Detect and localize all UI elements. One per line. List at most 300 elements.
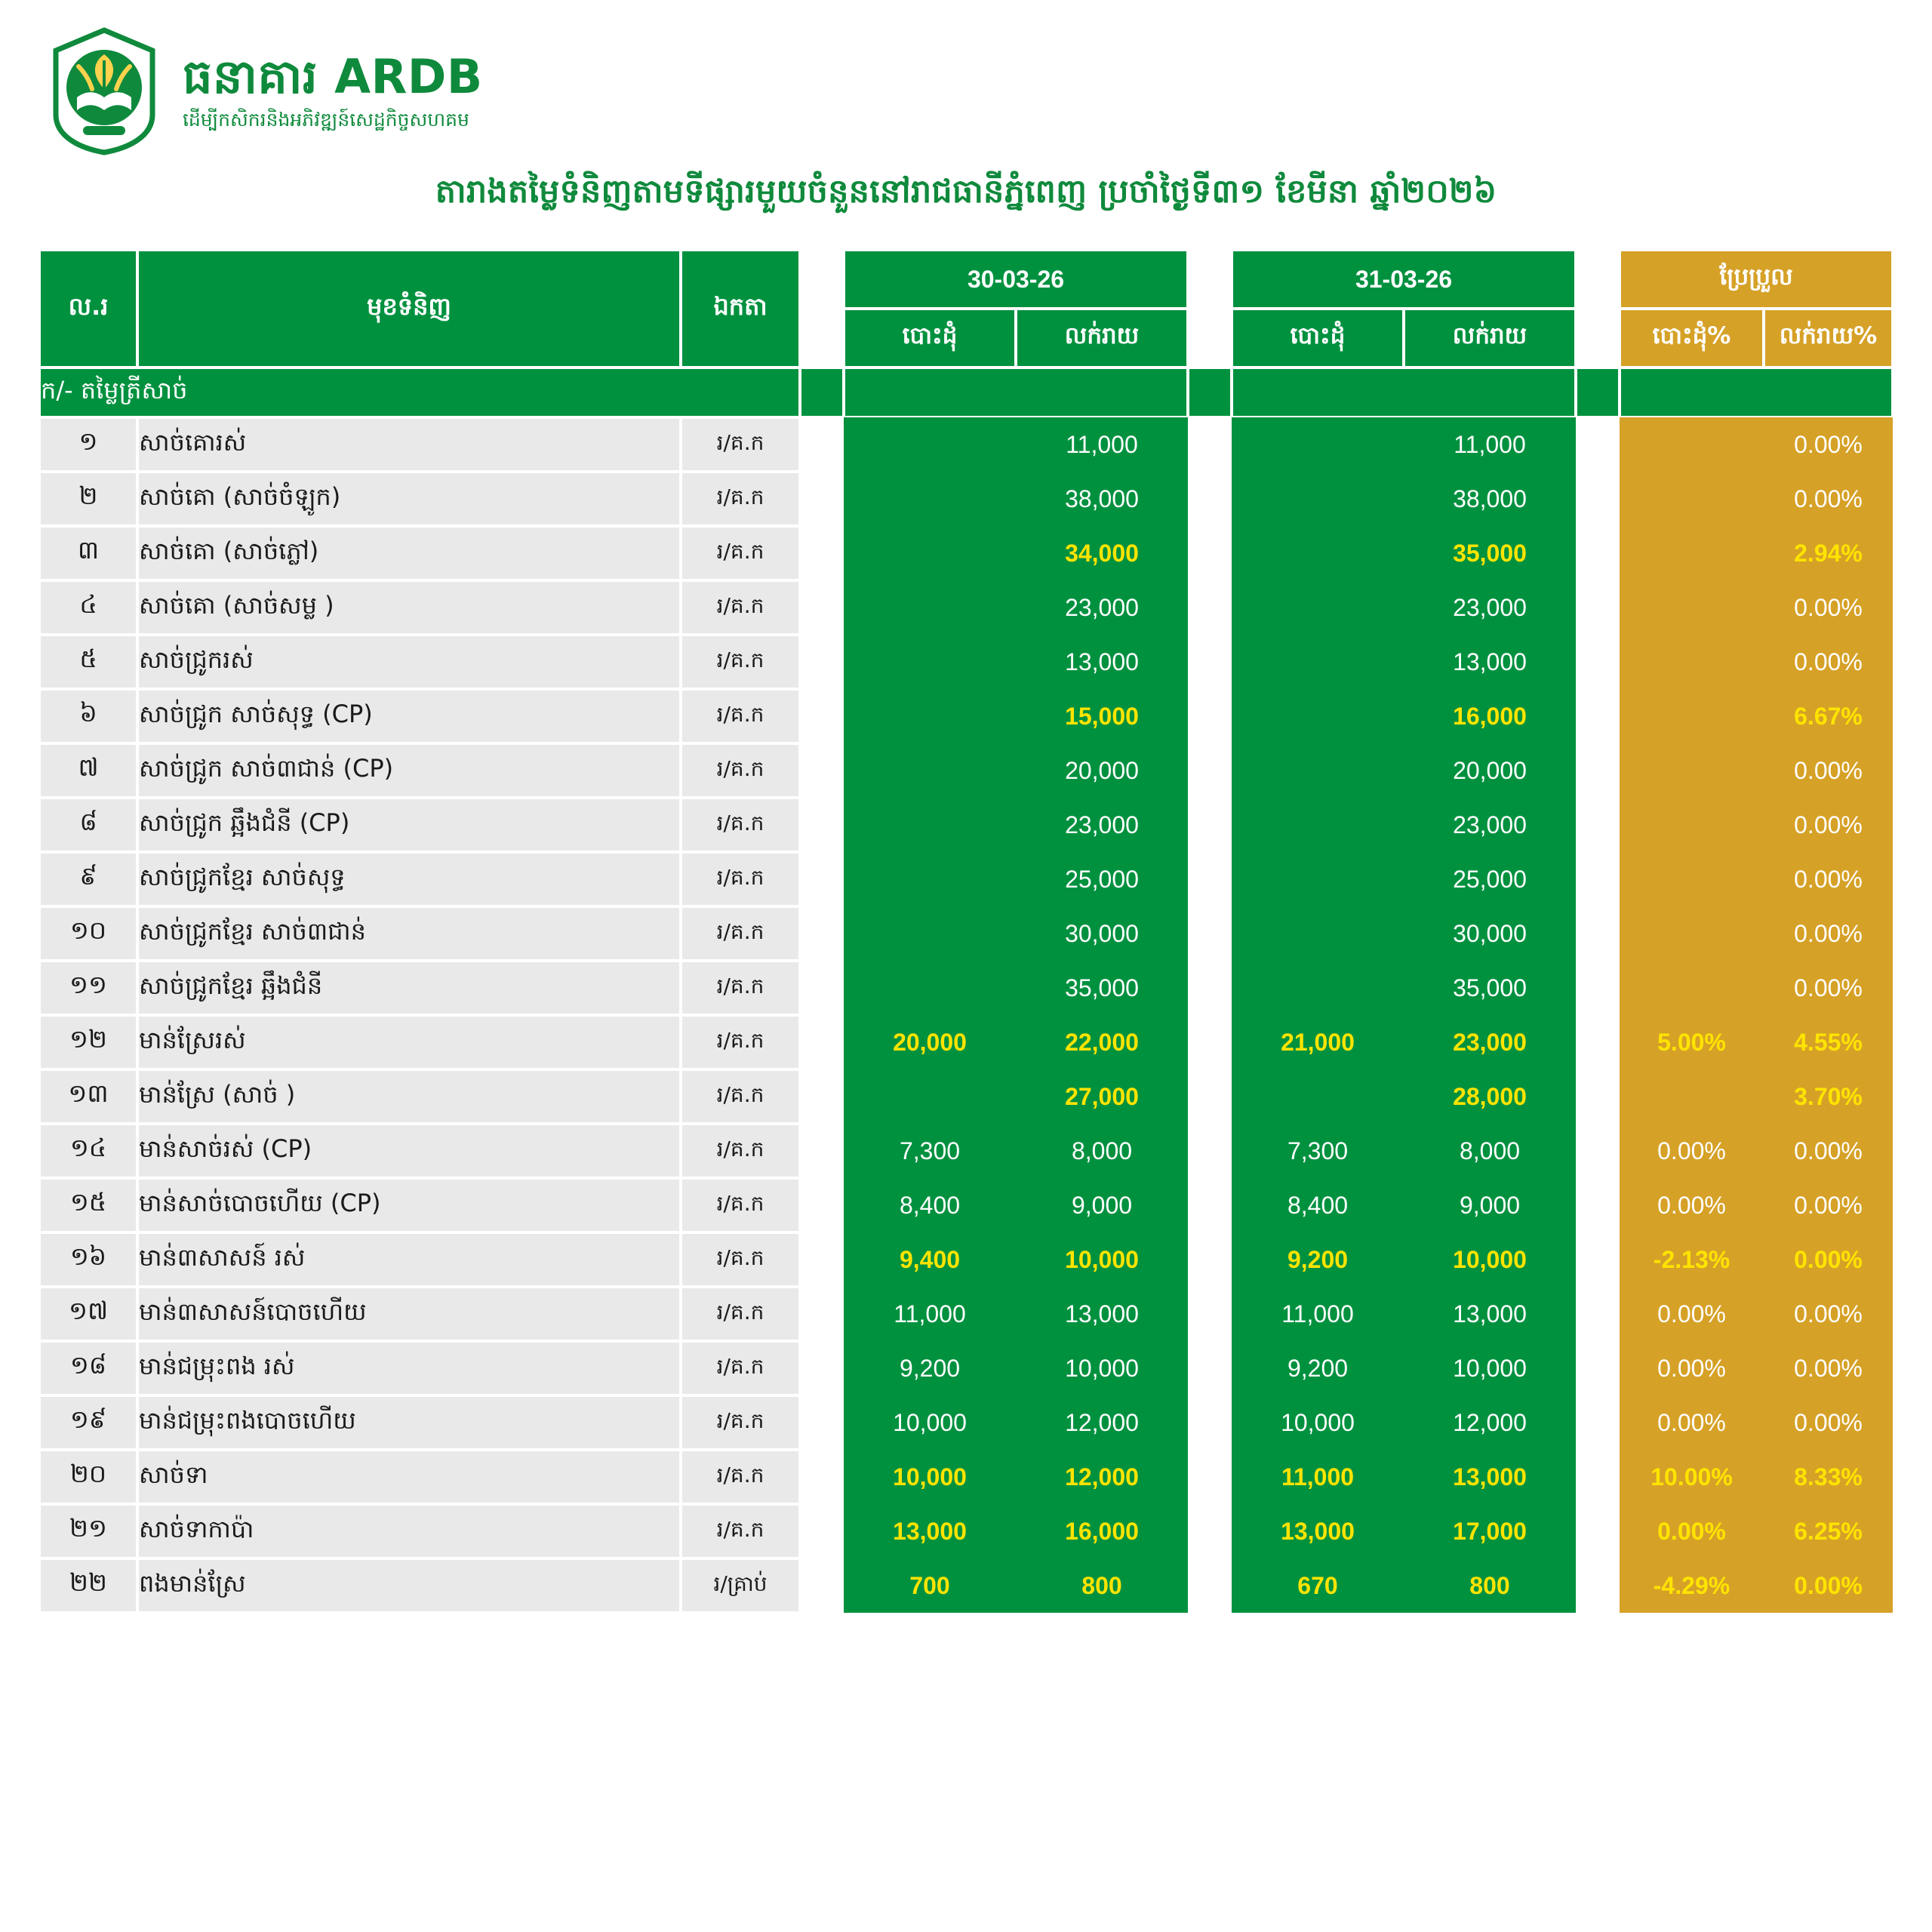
cell-unit: រ/គ.ក — [681, 1287, 800, 1341]
cell-d1_buy: 10,000 — [844, 1450, 1016, 1504]
header-date1-wholesale: បោះដុំ — [844, 309, 1016, 368]
header-change-wholesale: បោះដុំ% — [1620, 309, 1764, 368]
table-row — [39, 1287, 1893, 1341]
cell-item: សាច់គោរស់ — [137, 417, 681, 472]
cell-d1_buy — [844, 580, 1016, 635]
ardb-leaf-book-logo-icon — [39, 26, 169, 155]
cell-unit: រ/គ.ក — [681, 906, 800, 961]
cell-d2_buy: 11,000 — [1232, 1287, 1404, 1341]
cell-unit: រ/គ.ក — [681, 961, 800, 1015]
spacer-3 — [1576, 1015, 1620, 1069]
cell-unit: រ/គ្រាប់ — [681, 1558, 800, 1613]
cell-unit: រ/គ.ក — [681, 472, 800, 526]
cell-no: ២១ — [39, 1504, 137, 1558]
cell-d1_sell: 16,000 — [1016, 1504, 1188, 1558]
price-table — [39, 250, 1893, 1613]
cell-d1_sell: 23,000 — [1016, 580, 1188, 635]
cell-unit: រ/គ.ក — [681, 1124, 800, 1178]
cell-item: សាច់គោ (សាច់សម្ល ) — [137, 580, 681, 635]
spacer-3 — [1576, 1232, 1620, 1287]
cell-p_sell: 0.00% — [1764, 961, 1893, 1015]
cell-item: ពងមាន់ស្រែ — [137, 1558, 681, 1613]
cell-p_buy: 0.00% — [1620, 1395, 1764, 1450]
cell-d2_buy — [1232, 906, 1404, 961]
section-row — [39, 368, 1893, 417]
cell-d2_sell: 20,000 — [1404, 743, 1576, 798]
cell-d2_buy: 21,000 — [1232, 1015, 1404, 1069]
cell-unit: រ/គ.ក — [681, 1069, 800, 1124]
cell-d1_buy — [844, 798, 1016, 852]
cell-p_sell: 0.00% — [1764, 1124, 1893, 1178]
cell-d1_sell: 35,000 — [1016, 961, 1188, 1015]
table-row — [39, 580, 1893, 635]
cell-p_sell: 0.00% — [1764, 580, 1893, 635]
cell-item: សាច់ជ្រូក សាច់៣ជាន់ (CP) — [137, 743, 681, 798]
cell-p_buy: -4.29% — [1620, 1558, 1764, 1613]
cell-no: ២២ — [39, 1558, 137, 1613]
cell-p_sell: 0.00% — [1764, 472, 1893, 526]
spacer-1 — [800, 1395, 844, 1450]
cell-p_sell: 4.55% — [1764, 1015, 1893, 1069]
cell-unit: រ/គ.ក — [681, 417, 800, 472]
brand-name: ធនាគារ ARDB — [183, 49, 483, 105]
cell-p_sell: 6.25% — [1764, 1504, 1893, 1558]
cell-d2_sell: 30,000 — [1404, 906, 1576, 961]
spacer-1 — [800, 852, 844, 906]
cell-d1_buy — [844, 961, 1016, 1015]
spacer-1 — [800, 689, 844, 743]
cell-d2_sell: 38,000 — [1404, 472, 1576, 526]
table-row — [39, 1232, 1893, 1287]
cell-d2_sell: 25,000 — [1404, 852, 1576, 906]
cell-d1_sell: 13,000 — [1016, 635, 1188, 689]
cell-p_sell: 8.33% — [1764, 1450, 1893, 1504]
table-row — [39, 1395, 1893, 1450]
cell-unit: រ/គ.ក — [681, 798, 800, 852]
cell-p_sell: 2.94% — [1764, 526, 1893, 580]
brand-header — [0, 0, 1932, 151]
header-change-retail: លក់រាយ% — [1764, 309, 1893, 368]
cell-p_buy — [1620, 906, 1764, 961]
table-row — [39, 417, 1893, 472]
spacer-2 — [1188, 1287, 1232, 1341]
table-row — [39, 961, 1893, 1015]
cell-d1_sell: 12,000 — [1016, 1450, 1188, 1504]
spacer-1 — [800, 1287, 844, 1341]
spacer-3 — [1576, 1341, 1620, 1395]
cell-no: ៣ — [39, 526, 137, 580]
spacer-2 — [1188, 635, 1232, 689]
cell-p_buy — [1620, 689, 1764, 743]
cell-unit: រ/គ.ក — [681, 1504, 800, 1558]
header-date-1: 30-03-26 — [844, 250, 1188, 309]
header-date2-wholesale: បោះដុំ — [1232, 309, 1404, 368]
spacer-2 — [1188, 417, 1232, 472]
cell-p_buy — [1620, 472, 1764, 526]
cell-p_buy: 0.00% — [1620, 1287, 1764, 1341]
header-date-2: 31-03-26 — [1232, 250, 1576, 309]
table-row — [39, 1558, 1893, 1613]
cell-unit: រ/គ.ក — [681, 1232, 800, 1287]
cell-d1_buy — [844, 852, 1016, 906]
cell-d2_sell: 10,000 — [1404, 1232, 1576, 1287]
cell-d1_sell: 800 — [1016, 1558, 1188, 1613]
spacer-1 — [800, 1450, 844, 1504]
spacer-2 — [1188, 580, 1232, 635]
cell-p_buy: 0.00% — [1620, 1124, 1764, 1178]
cell-d2_buy — [1232, 526, 1404, 580]
cell-d1_sell: 20,000 — [1016, 743, 1188, 798]
cell-d1_sell: 22,000 — [1016, 1015, 1188, 1069]
table-row — [39, 1124, 1893, 1178]
cell-p_buy: 0.00% — [1620, 1178, 1764, 1232]
table-row — [39, 1178, 1893, 1232]
cell-d2_sell: 23,000 — [1404, 798, 1576, 852]
cell-d2_buy — [1232, 417, 1404, 472]
spacer-2 — [1188, 1504, 1232, 1558]
cell-d1_buy — [844, 526, 1016, 580]
cell-d2_sell: 35,000 — [1404, 961, 1576, 1015]
spacer-2 — [1188, 1395, 1232, 1450]
spacer-3 — [1576, 580, 1620, 635]
cell-p_buy — [1620, 417, 1764, 472]
cell-d1_sell: 9,000 — [1016, 1178, 1188, 1232]
cell-d2_buy — [1232, 472, 1404, 526]
header-compare: ប្រែប្រួល — [1620, 250, 1893, 309]
spacer-3 — [1576, 1504, 1620, 1558]
cell-item: មាន់សាច់បោចហើយ (CP) — [137, 1178, 681, 1232]
table-row — [39, 852, 1893, 906]
table-head — [39, 250, 1893, 368]
spacer-1 — [800, 472, 844, 526]
cell-d1_buy — [844, 1069, 1016, 1124]
header-unit: ឯកតា — [681, 250, 800, 368]
cell-p_buy: 0.00% — [1620, 1341, 1764, 1395]
spacer-2 — [1188, 250, 1232, 368]
spacer-2 — [1188, 689, 1232, 743]
cell-unit: រ/គ.ក — [681, 635, 800, 689]
cell-d1_sell: 34,000 — [1016, 526, 1188, 580]
spacer-3 — [1576, 635, 1620, 689]
spacer-1 — [800, 1341, 844, 1395]
cell-p_buy — [1620, 798, 1764, 852]
spacer-1 — [800, 250, 844, 368]
table-row — [39, 1504, 1893, 1558]
spacer-sec-c — [1620, 368, 1893, 417]
cell-item: មាន់៣សាសន៍ រស់ — [137, 1232, 681, 1287]
cell-d2_sell: 13,000 — [1404, 1450, 1576, 1504]
cell-d2_sell: 8,000 — [1404, 1124, 1576, 1178]
cell-p_sell: 0.00% — [1764, 1558, 1893, 1613]
cell-p_sell: 0.00% — [1764, 417, 1893, 472]
spacer-2 — [1188, 1558, 1232, 1613]
cell-d2_sell: 800 — [1404, 1558, 1576, 1613]
cell-d2_buy — [1232, 689, 1404, 743]
spacer-1 — [800, 798, 844, 852]
cell-no: ១៦ — [39, 1232, 137, 1287]
cell-item: សាច់ជ្រូករស់ — [137, 635, 681, 689]
spacer-3 — [1576, 1450, 1620, 1504]
brand-tagline: ដើម្បីកសិករនិងអភិវឌ្ឍន៍សេដ្ឋកិច្ចសហគម — [183, 108, 469, 131]
cell-item: សាច់ជ្រូក សាច់សុទ្ធ (CP) — [137, 689, 681, 743]
cell-no: ១២ — [39, 1015, 137, 1069]
header-date2-retail: លក់រាយ — [1404, 309, 1576, 368]
cell-unit: រ/គ.ក — [681, 580, 800, 635]
cell-d2_sell: 10,000 — [1404, 1341, 1576, 1395]
cell-d1_buy — [844, 635, 1016, 689]
page-title: តារាងតម្លៃទំនិញតាមទីផ្សារមួយចំនួននៅរាជធានីភ្នំពេញ ប្រចាំថ្ងៃទី៣១ ខែមីនា ឆ្នាំ២០២៦ — [435, 173, 1497, 211]
cell-d2_sell: 16,000 — [1404, 689, 1576, 743]
cell-d1_buy: 10,000 — [844, 1395, 1016, 1450]
cell-unit: រ/គ.ក — [681, 852, 800, 906]
cell-item: សាច់គោ (សាច់ភ្លៅ) — [137, 526, 681, 580]
spacer-1 — [800, 1069, 844, 1124]
spacer-1 — [800, 1558, 844, 1613]
spacer-2 — [1188, 961, 1232, 1015]
cell-p_sell: 0.00% — [1764, 1178, 1893, 1232]
cell-unit: រ/គ.ក — [681, 1341, 800, 1395]
cell-d2_buy — [1232, 580, 1404, 635]
spacer-3 — [1576, 368, 1620, 417]
cell-d2_buy — [1232, 1069, 1404, 1124]
spacer-2 — [1188, 1069, 1232, 1124]
cell-no: ៨ — [39, 798, 137, 852]
cell-p_buy — [1620, 635, 1764, 689]
cell-unit: រ/គ.ក — [681, 1015, 800, 1069]
cell-d2_sell: 9,000 — [1404, 1178, 1576, 1232]
spacer-3 — [1576, 743, 1620, 798]
spacer-1 — [800, 1178, 844, 1232]
cell-item: មាន់៣សាសន៍បោចហើយ — [137, 1287, 681, 1341]
cell-d1_sell: 23,000 — [1016, 798, 1188, 852]
cell-d2_buy: 11,000 — [1232, 1450, 1404, 1504]
cell-p_buy: 5.00% — [1620, 1015, 1764, 1069]
cell-item: មាន់ជម្រុះពងបោចហើយ — [137, 1395, 681, 1450]
cell-item: សាច់ទាកាប៉ា — [137, 1504, 681, 1558]
header-date1-retail: លក់រាយ — [1016, 309, 1188, 368]
spacer-3 — [1576, 798, 1620, 852]
cell-d2_sell: 23,000 — [1404, 1015, 1576, 1069]
cell-unit: រ/គ.ក — [681, 1450, 800, 1504]
spacer-3 — [1576, 1178, 1620, 1232]
cell-no: ១៣ — [39, 1069, 137, 1124]
cell-d1_sell: 30,000 — [1016, 906, 1188, 961]
table-row — [39, 472, 1893, 526]
cell-d2_sell: 13,000 — [1404, 1287, 1576, 1341]
cell-d2_buy: 13,000 — [1232, 1504, 1404, 1558]
spacer-1 — [800, 417, 844, 472]
cell-unit: រ/គ.ក — [681, 1178, 800, 1232]
spacer-2 — [1188, 1124, 1232, 1178]
cell-p_sell: 0.00% — [1764, 1395, 1893, 1450]
cell-d2_sell: 17,000 — [1404, 1504, 1576, 1558]
cell-d2_buy: 8,400 — [1232, 1178, 1404, 1232]
table-row — [39, 1450, 1893, 1504]
table-head-row-1 — [39, 250, 1893, 309]
spacer-1 — [800, 1232, 844, 1287]
spacer-2 — [1188, 1341, 1232, 1395]
cell-d1_sell: 11,000 — [1016, 417, 1188, 472]
cell-d2_buy: 7,300 — [1232, 1124, 1404, 1178]
spacer-3 — [1576, 906, 1620, 961]
spacer-1 — [800, 526, 844, 580]
spacer-1 — [800, 580, 844, 635]
cell-d2_buy: 670 — [1232, 1558, 1404, 1613]
cell-p_buy — [1620, 743, 1764, 798]
cell-no: ៥ — [39, 635, 137, 689]
cell-no: ២ — [39, 472, 137, 526]
cell-p_sell: 0.00% — [1764, 798, 1893, 852]
cell-item: មាន់ស្រែ (សាច់ ) — [137, 1069, 681, 1124]
spacer-1 — [800, 961, 844, 1015]
spacer-1 — [800, 368, 844, 417]
spacer-2 — [1188, 1178, 1232, 1232]
cell-d2_buy: 9,200 — [1232, 1232, 1404, 1287]
table-row — [39, 798, 1893, 852]
spacer-2 — [1188, 1015, 1232, 1069]
cell-d1_sell: 12,000 — [1016, 1395, 1188, 1450]
spacer-2 — [1188, 798, 1232, 852]
spacer-1 — [800, 1124, 844, 1178]
cell-item: មាន់ជម្រុះពង រស់ — [137, 1341, 681, 1395]
spacer-1 — [800, 1015, 844, 1069]
cell-no: ៤ — [39, 580, 137, 635]
spacer-sec-a — [844, 368, 1188, 417]
cell-no: ៦ — [39, 689, 137, 743]
spacer-3 — [1576, 961, 1620, 1015]
cell-p_buy: -2.13% — [1620, 1232, 1764, 1287]
cell-d2_buy — [1232, 961, 1404, 1015]
spacer-1 — [800, 1504, 844, 1558]
cell-no: ១៥ — [39, 1178, 137, 1232]
cell-p_buy — [1620, 580, 1764, 635]
cell-item: សាច់ជ្រូក ឆ្អឹងជំនី (CP) — [137, 798, 681, 852]
cell-item: សាច់ជ្រូកខ្មែរ ឆ្អឹងជំនី — [137, 961, 681, 1015]
cell-d1_buy: 20,000 — [844, 1015, 1016, 1069]
cell-p_buy — [1620, 526, 1764, 580]
spacer-2 — [1188, 906, 1232, 961]
spacer-3 — [1576, 472, 1620, 526]
cell-d2_buy — [1232, 852, 1404, 906]
spacer-2 — [1188, 526, 1232, 580]
table-row — [39, 526, 1893, 580]
spacer-1 — [800, 743, 844, 798]
cell-no: ១៤ — [39, 1124, 137, 1178]
table-row — [39, 1015, 1893, 1069]
cell-d1_buy: 13,000 — [844, 1504, 1016, 1558]
spacer-3 — [1576, 689, 1620, 743]
spacer-3 — [1576, 526, 1620, 580]
cell-p_buy — [1620, 1069, 1764, 1124]
spacer-3 — [1576, 852, 1620, 906]
cell-d1_sell: 10,000 — [1016, 1232, 1188, 1287]
cell-item: មាន់សាច់រស់ (CP) — [137, 1124, 681, 1178]
spacer-2 — [1188, 852, 1232, 906]
section-label: ក/- តម្លៃត្រីសាច់ — [39, 368, 800, 417]
cell-item: សាច់ជ្រូកខ្មែរ សាច់សុទ្ធ — [137, 852, 681, 906]
spacer-2 — [1188, 1450, 1232, 1504]
cell-p_buy — [1620, 852, 1764, 906]
cell-no: ៧ — [39, 743, 137, 798]
cell-p_sell: 6.67% — [1764, 689, 1893, 743]
spacer-3 — [1576, 417, 1620, 472]
spacer-3 — [1576, 250, 1620, 368]
spacer-3 — [1576, 1287, 1620, 1341]
brand-text — [183, 50, 483, 131]
cell-no: ១៩ — [39, 1395, 137, 1450]
cell-d2_sell: 35,000 — [1404, 526, 1576, 580]
spacer-2 — [1188, 743, 1232, 798]
header-no: ល.រ — [39, 250, 137, 368]
cell-no: ២០ — [39, 1450, 137, 1504]
cell-d1_buy: 7,300 — [844, 1124, 1016, 1178]
table-row — [39, 1069, 1893, 1124]
cell-d1_buy: 9,200 — [844, 1341, 1016, 1395]
cell-unit: រ/គ.ក — [681, 689, 800, 743]
cell-item: សាច់ទា — [137, 1450, 681, 1504]
spacer-2 — [1188, 1232, 1232, 1287]
cell-p_sell: 0.00% — [1764, 635, 1893, 689]
cell-p_sell: 0.00% — [1764, 906, 1893, 961]
spacer-2 — [1188, 472, 1232, 526]
cell-d1_sell: 13,000 — [1016, 1287, 1188, 1341]
header-item: មុខទំនិញ — [137, 250, 681, 368]
table-row — [39, 635, 1893, 689]
cell-p_sell: 0.00% — [1764, 743, 1893, 798]
cell-p_sell: 0.00% — [1764, 1341, 1893, 1395]
cell-d1_sell: 15,000 — [1016, 689, 1188, 743]
cell-d2_buy — [1232, 798, 1404, 852]
cell-unit: រ/គ.ក — [681, 526, 800, 580]
cell-no: ១ — [39, 417, 137, 472]
cell-d2_sell: 23,000 — [1404, 580, 1576, 635]
cell-unit: រ/គ.ក — [681, 743, 800, 798]
cell-item: មាន់ស្រែរស់ — [137, 1015, 681, 1069]
spacer-3 — [1576, 1558, 1620, 1613]
spacer-3 — [1576, 1395, 1620, 1450]
cell-p_sell: 0.00% — [1764, 852, 1893, 906]
cell-d1_sell: 10,000 — [1016, 1341, 1188, 1395]
cell-d1_sell: 25,000 — [1016, 852, 1188, 906]
spacer-2 — [1188, 368, 1232, 417]
spacer-1 — [800, 906, 844, 961]
cell-no: ៩ — [39, 852, 137, 906]
cell-p_buy: 0.00% — [1620, 1504, 1764, 1558]
table-row — [39, 689, 1893, 743]
cell-d2_sell: 28,000 — [1404, 1069, 1576, 1124]
cell-d1_buy — [844, 417, 1016, 472]
cell-d1_buy — [844, 472, 1016, 526]
cell-d2_buy — [1232, 743, 1404, 798]
price-table-wrapper — [39, 250, 1893, 1613]
cell-item: សាច់គោ (សាច់ចំឡូក) — [137, 472, 681, 526]
cell-unit: រ/គ.ក — [681, 1395, 800, 1450]
cell-d2_sell: 12,000 — [1404, 1395, 1576, 1450]
table-row — [39, 1341, 1893, 1395]
cell-d2_sell: 11,000 — [1404, 417, 1576, 472]
cell-d2_buy: 9,200 — [1232, 1341, 1404, 1395]
cell-no: ១៨ — [39, 1341, 137, 1395]
spacer-1 — [800, 635, 844, 689]
spacer-3 — [1576, 1069, 1620, 1124]
table-row — [39, 743, 1893, 798]
cell-p_sell: 0.00% — [1764, 1232, 1893, 1287]
cell-no: ១០ — [39, 906, 137, 961]
cell-d1_buy: 8,400 — [844, 1178, 1016, 1232]
spacer-3 — [1576, 1124, 1620, 1178]
cell-d1_sell: 27,000 — [1016, 1069, 1188, 1124]
table-row — [39, 906, 1893, 961]
